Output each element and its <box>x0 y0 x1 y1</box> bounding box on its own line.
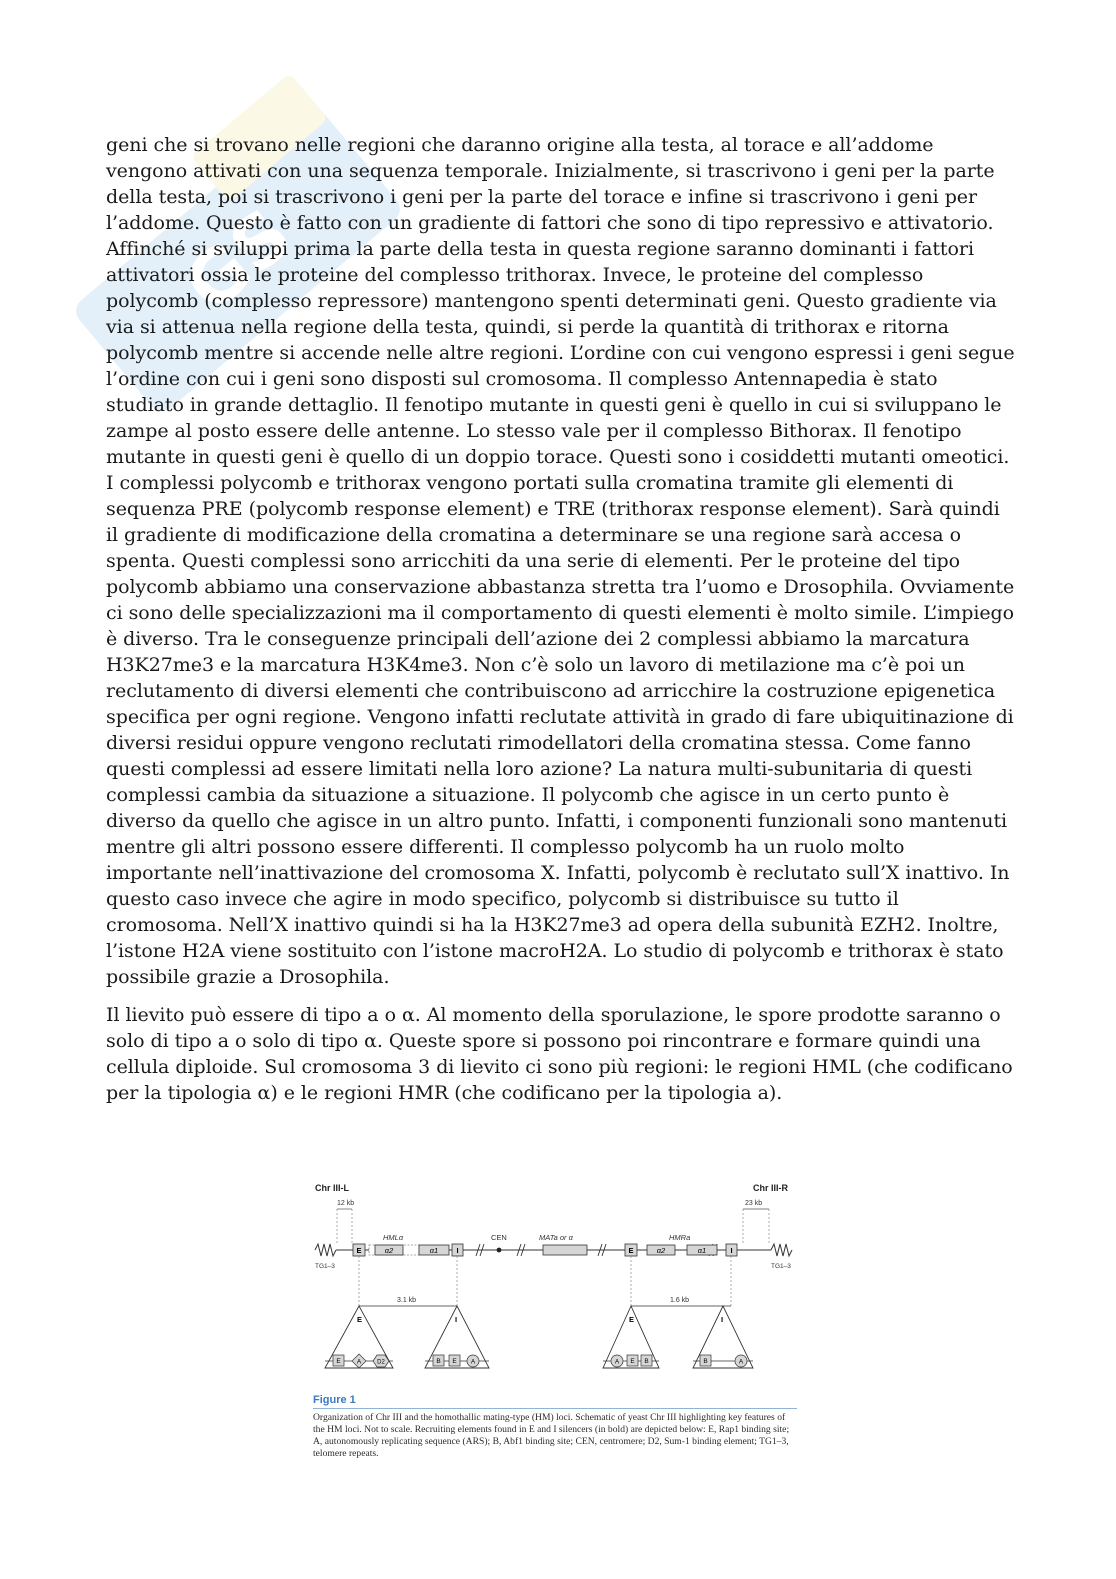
telomere-right-label: TG1–3 <box>771 1263 791 1270</box>
figure-title: Figure 1 <box>313 1394 356 1406</box>
right-e-element-1: A <box>614 1358 620 1366</box>
span-left-label: 3.1 kb <box>397 1297 417 1304</box>
right-tri-i: I <box>721 1315 724 1324</box>
left-e-element-2: A <box>356 1358 362 1366</box>
left-e-element-1: E <box>336 1358 341 1365</box>
left-e-element-3: D2 <box>377 1359 385 1366</box>
hmr-i-box: I <box>730 1246 733 1255</box>
right-i-element-2: A <box>738 1358 744 1366</box>
chr-left-label: Chr III-L <box>315 1183 349 1193</box>
left-i-element-3: A <box>470 1358 476 1366</box>
chr-iii-diagram <box>313 1178 797 1390</box>
left-i-element-2: E <box>452 1358 457 1365</box>
hmr-a2-gene: α2 <box>656 1246 666 1255</box>
mat-locus-box <box>543 1245 587 1255</box>
hml-i-box: I <box>456 1246 459 1255</box>
paragraph-polycomb: geni che si trovano nelle regioni che daranno origine alla testa, al torace e all’addome vengono attivati con una sequenza temporale. Inizialmente, si trascrivono i geni per la parte della testa, poi si trascrivono i geni per la parte del torace e infine si trascrivono i geni per l’addome. Questo è fatto con un gradiente di fattori che sono di tipo repressivo e attivatorio. Affinché si sviluppi prima la parte della testa in questa regione saranno dominanti i fattori attivatori ossia le proteine del complesso trithorax. Invece, le proteine del complesso polycomb (complesso repressore) mantengono spenti determinati geni. Questo gradiente via via si attenua nella regione della testa, quindi, si perde la quantità di trithorax e ritorna polycomb mentre si accende nelle altre regioni. L’ordine con cui vengono espressi i geni segue l’ordine con cui i geni sono disposti sul cromosoma. Il complesso Antennapedia è stato studiato in grande dettaglio. Il fenotipo mutante in questi geni è quello in cui si sviluppano le zampe al posto essere delle antenne. Lo stesso vale per il complesso Bithorax. Il fenotipo mutante in questi geni è quello di un doppio torace. Questi sono i cosiddetti mutanti omeotici. I complessi polycomb e trithorax vengono portati sulla cromatina tramite gli elementi di sequenza PRE (polycomb response element) e TRE (trithorax response element). Sarà quindi il gradiente di modificazione della cromatina a determinare se una regione sarà accesa o spenta. Questi complessi sono arricchiti da una serie di elementi. Per le proteine del tipo polycomb abbiamo una conservazione abbastanza stretta tra l’uomo e Drosophila. Ovviamente ci sono delle specializzazioni ma il comportamento di questi elementi è molto simile. L’impiego è diverso. Tra le conseguenze principali dell’azione dei 2 complessi abbiamo la marcatura H3K27me3 e la marcatura H3K4me3. Non c’è solo un lavoro di metilazione ma c’è poi un reclutamento di diversi elementi che contribuiscono ad arricchire la costruzione epigenetica specifica per ogni regione. Vengono infatti reclutate attività in grado di fare ubiquitinazione di diversi residui oppure vengono reclutati rimodellatori della cromatina stessa. Come fanno questi complessi ad essere limitati nella loro azione? La natura multi-subunitaria di questi complessi cambia da situazione a situazione. Il polycomb che agisce in un certo punto è diverso da quello che agisce in un altro punto. Infatti, i componenti funzionali sono mantenuti mentre gli altri possono essere differenti. Il complesso polycomb ha un ruolo molto importante nell’inattivazione del cromosoma X. Infatti, polycomb è reclutato sull’X inattivo. In questo caso invece che agire in modo specifico, polycomb si distribuisce su tutto il cromosoma. Nell’X inattivo quindi si ha la H3K27me3 ad opera della subunità EZH2. Inoltre, l’istone H2A viene sostituito con l’istone macroH2A. Lo studio di polycomb e trithorax è stato possibile grazie a Drosophila. <box>106 134 1015 988</box>
centromere-dot <box>497 1248 502 1253</box>
left-i-element-1: B <box>436 1358 441 1365</box>
mat-label: MATa or α <box>539 1233 573 1242</box>
hml-a2-gene: α2 <box>384 1246 394 1255</box>
hml-label: HMLα <box>383 1233 404 1242</box>
hml-a1-gene: α1 <box>429 1246 439 1255</box>
left-tri-e: E <box>357 1315 363 1324</box>
hmr-e-box: E <box>628 1246 634 1255</box>
hml-e-box: E <box>356 1246 362 1255</box>
right-i-element-1: B <box>703 1358 708 1365</box>
paragraph-yeast: Il lievito può essere di tipo a o α. Al momento della sporulazione, le spore prodotte saranno o solo di tipo a o solo di tipo α. Queste spore si possono poi rincontrare e formare quindi una cellula diploide. Sul cromosoma 3 di lievito ci sono più regioni: le regioni HML (che codificano per la tipologia α) e le regioni HMR (che codificano per la tipologia a). <box>106 1004 1013 1104</box>
span-right-label: 1.6 kb <box>670 1297 690 1304</box>
right-tri-e: E <box>629 1315 635 1324</box>
dist-left-label: 12 kb <box>337 1200 355 1207</box>
right-e-element-3: B <box>644 1358 649 1365</box>
cen-label: CEN <box>491 1233 507 1242</box>
document-body <box>106 132 1016 1106</box>
figure-caption: Organization of Chr III and the homothallic mating-type (HM) loci. Schematic of yeast Chr III highlighting key features of the HM loci. Not to scale. Recruiting elements found in E and I silencers (in bold) are depicted below: E, Rap1 binding site; A, autonomously replicating sequence (ARS); B, Abf1 binding site; CEN, centromere; D2, Sum-1 binding element; TG1–3, telomere repeats. <box>313 1412 790 1459</box>
left-tri-i: I <box>455 1315 458 1324</box>
figure-1 <box>313 1178 797 1460</box>
figure-divider <box>313 1408 797 1409</box>
chr-right-label: Chr III-R <box>753 1183 788 1193</box>
hmr-label: HMRa <box>669 1233 691 1242</box>
dist-right-label: 23 kb <box>745 1200 763 1207</box>
svg-text:GS: GS <box>168 192 308 328</box>
right-e-element-2: E <box>630 1358 635 1365</box>
telomere-left-label: TG1–3 <box>315 1263 335 1270</box>
hmr-a1-gene: α1 <box>697 1246 707 1255</box>
